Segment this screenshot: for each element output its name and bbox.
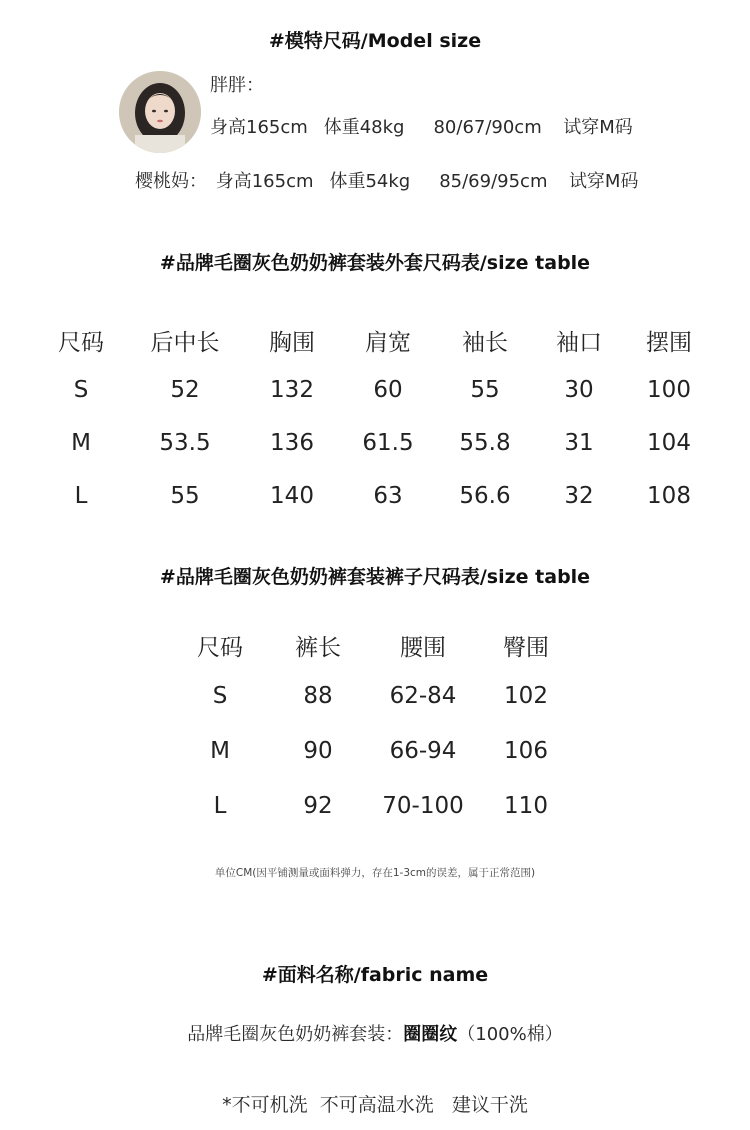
table-cell: 140	[270, 482, 314, 509]
table-cell: 32	[564, 482, 594, 509]
table-cell: 55	[170, 482, 200, 509]
table-row	[171, 668, 573, 723]
table-cell: 108	[647, 482, 691, 509]
unit-note: 单位CM(因平铺测量或面料弹力，存在1-3cm的误差，属于正常范围)	[214, 867, 536, 879]
model1-measurements: 80/67/90cm	[433, 117, 542, 138]
pants-header-row	[171, 622, 573, 668]
pants-header-cell: 尺码	[197, 634, 243, 661]
table-cell: 88	[303, 682, 333, 709]
model1-info	[210, 113, 633, 139]
model2-measurements: 85/69/95cm	[439, 171, 548, 192]
model1-name: 胖胖：	[210, 75, 264, 96]
table-row	[34, 469, 716, 522]
table-cell: 53.5	[159, 429, 211, 456]
pants-size-table	[171, 622, 573, 833]
table-cell: 66-94	[389, 737, 457, 764]
jacket-table-heading: #品牌毛圈灰色奶奶裤套装外套尺码表/size table	[159, 252, 591, 274]
fabric-composition: （100%棉）	[457, 1024, 563, 1045]
table-cell: 90	[303, 737, 333, 764]
pants-table-heading: #品牌毛圈灰色奶奶裤套装裤子尺码表/size table	[159, 566, 591, 588]
model2-info	[135, 167, 638, 193]
table-cell: 102	[504, 682, 548, 709]
table-row	[34, 416, 716, 469]
pants-header-cell: 腰围	[400, 634, 446, 661]
jacket-header-cell: 尺码	[58, 330, 104, 356]
table-cell: 100	[647, 376, 691, 403]
model2-height: 身高165cm	[215, 171, 314, 192]
table-cell: 104	[647, 429, 691, 456]
jacket-header-cell: 袖长	[462, 330, 508, 356]
table-cell: S	[73, 376, 89, 403]
table-cell: 70-100	[382, 792, 464, 819]
table-cell: 61.5	[362, 429, 414, 456]
model-photo-icon	[119, 71, 201, 153]
jacket-header-cell: 胸围	[269, 330, 315, 356]
table-cell: M	[71, 429, 91, 456]
fabric-heading: #面料名称/fabric name	[261, 964, 489, 986]
jacket-header-cell: 摆围	[646, 330, 692, 356]
fabric-label: 品牌毛圈灰色奶奶裤套装：	[187, 1024, 404, 1045]
table-cell: 62-84	[389, 682, 457, 709]
table-row	[171, 723, 573, 778]
table-cell: 60	[373, 376, 403, 403]
model2-weight: 体重54kg	[329, 171, 411, 192]
model2-name: 樱桃妈：	[135, 171, 207, 192]
table-cell: 106	[504, 737, 548, 764]
jacket-header-cell: 袖口	[556, 330, 602, 356]
table-cell: 56.6	[459, 482, 511, 509]
table-cell: 31	[564, 429, 594, 456]
jacket-header-cell: 肩宽	[365, 330, 411, 356]
fabric-line	[0, 1020, 750, 1046]
table-cell: 52	[170, 376, 200, 403]
model-avatar	[119, 71, 201, 153]
model1-height: 身高165cm	[210, 117, 308, 138]
model2-try-size: 试穿M码	[568, 171, 639, 192]
jacket-header-cell: 后中长	[150, 330, 220, 356]
table-cell: 92	[303, 792, 333, 819]
table-cell: 55	[470, 376, 500, 403]
table-cell: M	[210, 737, 230, 764]
table-row	[171, 778, 573, 833]
pants-header-cell: 臀围	[503, 634, 549, 661]
table-row	[34, 363, 716, 416]
pants-header-cell: 裤长	[295, 634, 341, 661]
table-cell: 30	[564, 376, 594, 403]
table-cell: L	[74, 482, 88, 509]
table-cell: 55.8	[459, 429, 511, 456]
table-cell: 63	[373, 482, 403, 509]
jacket-header-row	[34, 318, 716, 363]
model1-weight: 体重48kg	[323, 117, 405, 138]
jacket-size-table	[34, 318, 716, 522]
table-cell: L	[213, 792, 227, 819]
care-instructions: *不可机洗 不可高温水洗 建议干洗	[222, 1094, 528, 1116]
table-cell: S	[212, 682, 228, 709]
fabric-material: 圈圈纹	[403, 1024, 458, 1045]
model1-try-size: 试穿M码	[563, 117, 633, 138]
table-cell: 110	[504, 792, 548, 819]
table-cell: 136	[270, 429, 314, 456]
table-cell: 132	[270, 376, 314, 403]
model-size-heading: #模特尺码/Model size	[268, 30, 482, 52]
